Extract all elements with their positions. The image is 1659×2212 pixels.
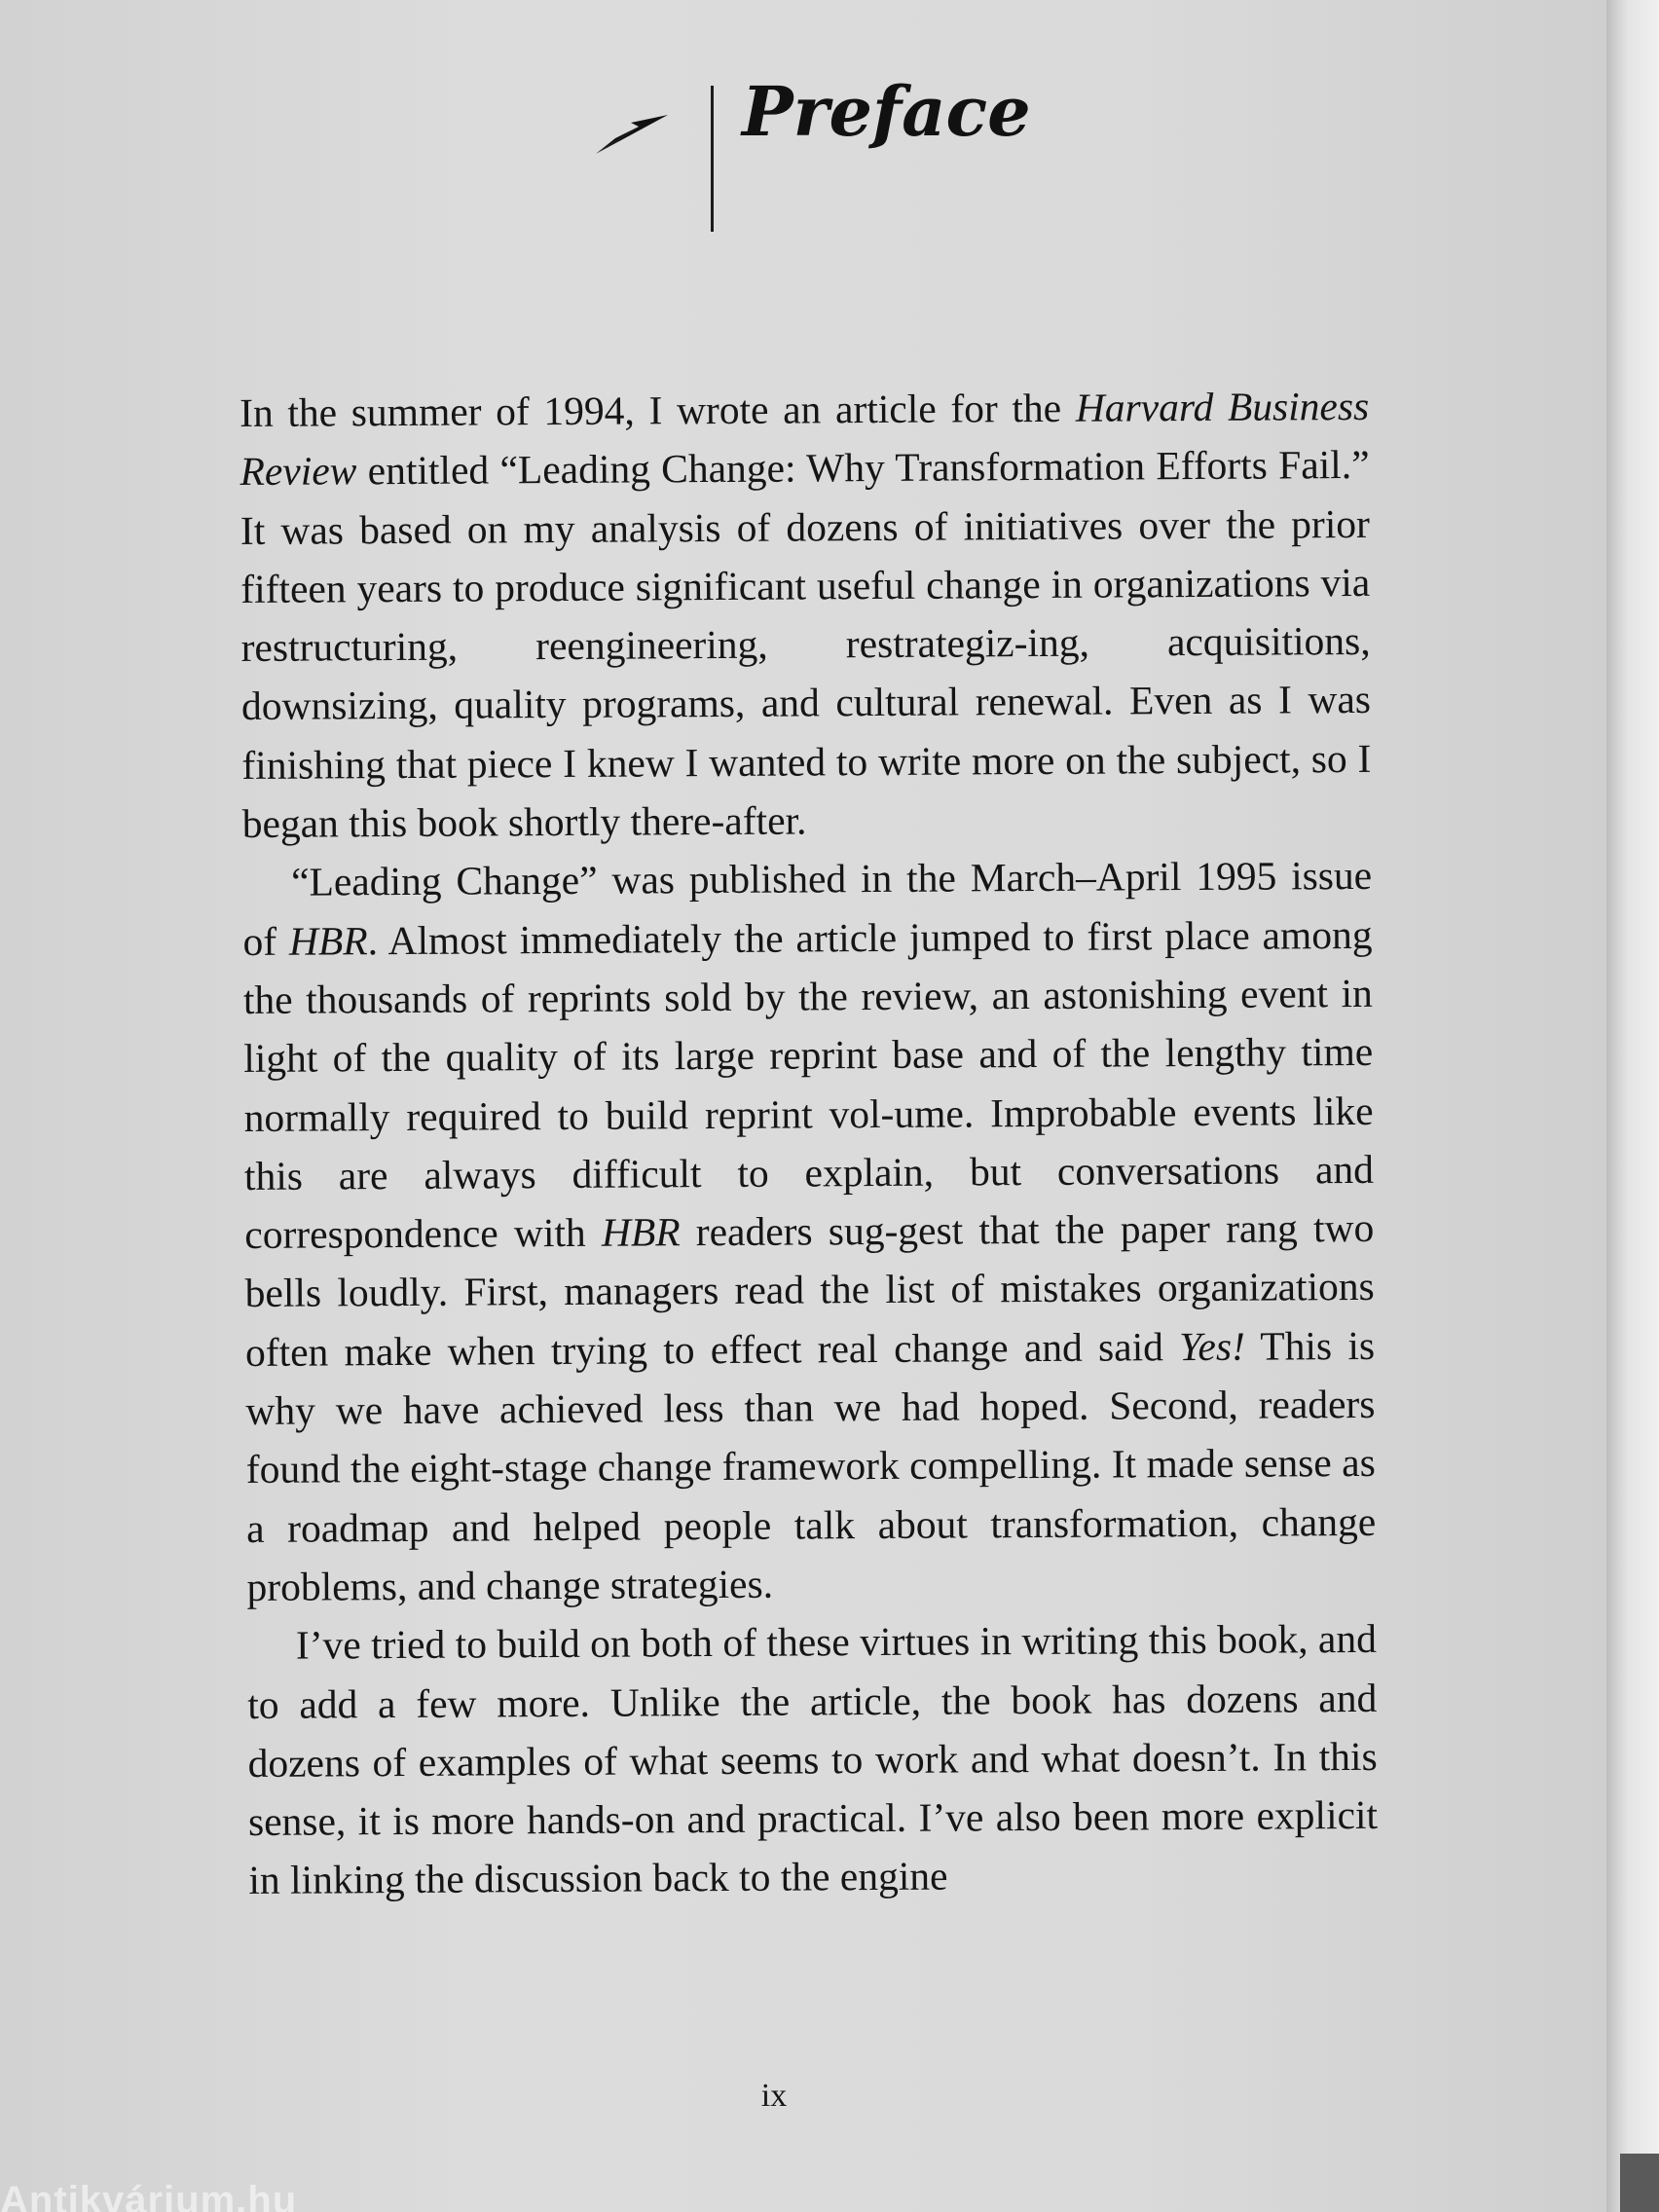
background-corner	[1620, 2154, 1659, 2212]
chapter-arrow-icon	[594, 109, 672, 158]
italic-run: Yes!	[1179, 1323, 1245, 1369]
paragraph-2	[242, 846, 1377, 1616]
text-run: This is why we have achieved less than we had hoped. Second, readers found the eight-stage change framework compelling. It made sense as a roadmap and helped people talk about transformation, change problems, and change strategies.	[245, 1322, 1377, 1609]
page-title: Preface	[742, 71, 1031, 152]
paragraph-3	[247, 1609, 1379, 1910]
italic-run: HBR	[601, 1209, 681, 1255]
heading-divider	[711, 86, 714, 232]
text-run: . Almost immediately the article jumped to first place among the thousands of reprints sold by the review, an astonishing event in light of the quality of its large reprint base and of the lengthy time normally required to build reprint vol-ume. Improbable events like this are always difficult to explain, but conversations and correspondence with	[242, 911, 1375, 1258]
watermark: Antikvárium.hu	[0, 2179, 298, 2212]
italic-run: HBR	[288, 917, 368, 964]
text-run: readers sug-gest that the paper rang two bells loudly. First, managers read the list of mistakes organizations often make when trying to effect real change and said	[244, 1205, 1375, 1375]
text-run: “Leading Change” was published in the March–April 1995 issue of	[242, 853, 1373, 964]
paragraph-1	[240, 377, 1372, 853]
italic-run: Harvard Business Review	[240, 383, 1370, 495]
text-run: entitled “Leading Change: Why Transformation Efforts Fail.” It was based on my analysis of dozens of initiatives over the prior fifteen years to produce significant useful change in organizations via restructuring, reengineering, restrategiz-ing, acquisitions, downsizing, quality programs, and cultural renewal. Even as I was finishing that piece I knew I wanted to write more on the subject, so I began this book shortly there-after.	[240, 442, 1372, 847]
text-run: In the summer of 1994, I wrote an article for the	[240, 385, 1076, 435]
body-text	[240, 377, 1379, 1910]
page-edge	[1606, 0, 1659, 2212]
text-run: I’ve tried to build on both of these virtues in writing this book, and to add a few more. Unlike the article, the book has dozens and dozens of examples of what seems to work and what doesn’t. In this sense, it is more hands-on and practical. I’ve also been more explicit in linking the discussion back to the engine	[247, 1616, 1379, 1903]
page-number: ix	[760, 2078, 788, 2114]
